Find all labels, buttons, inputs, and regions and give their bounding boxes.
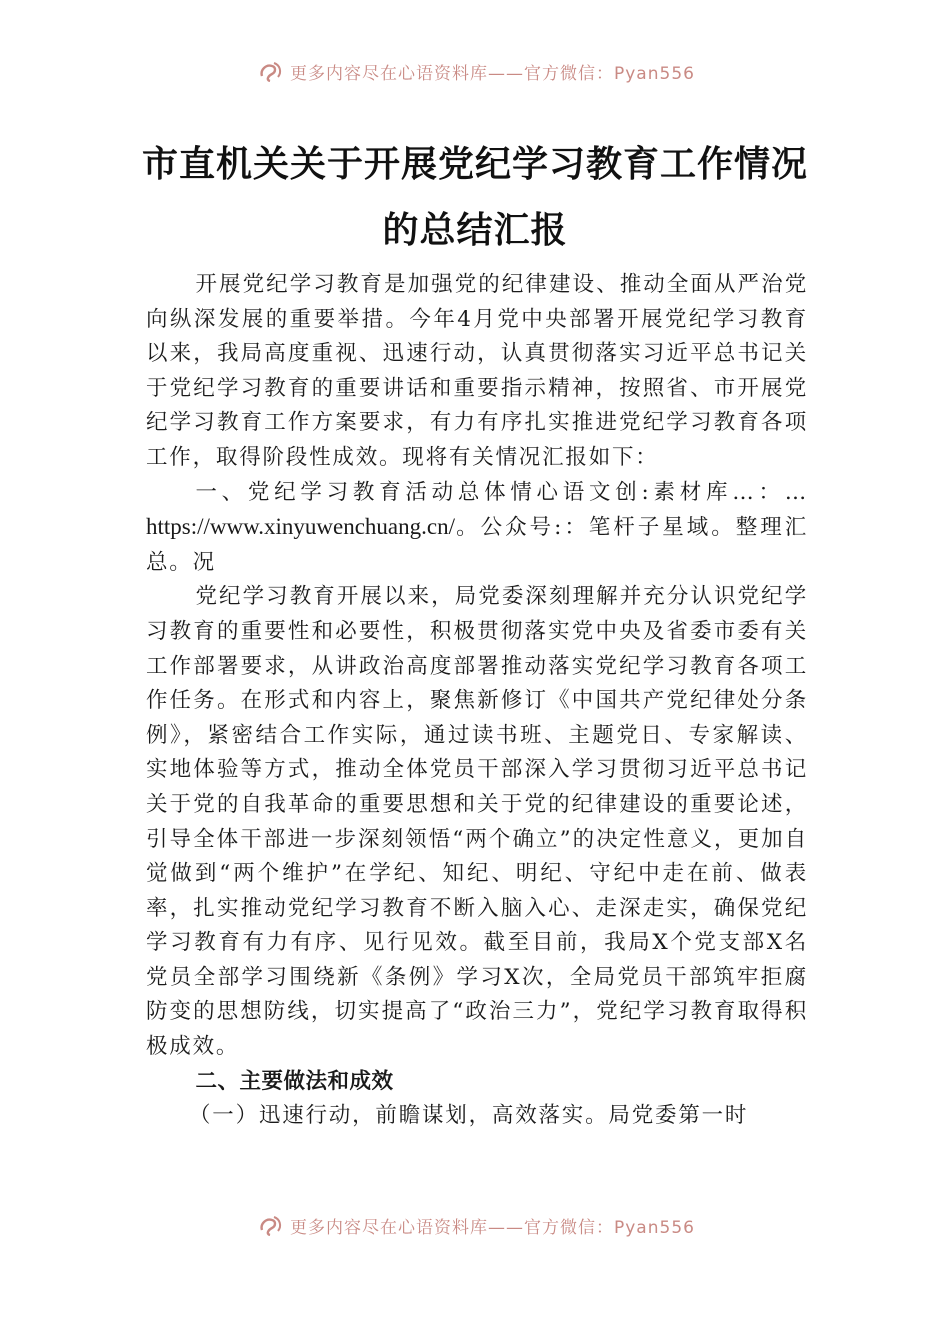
watermark-text: 更多内容尽在心语资料库——官方微信：Pyan556 <box>290 1217 695 1238</box>
watermark-text: 更多内容尽在心语资料库——官方微信：Pyan556 <box>290 63 695 84</box>
document-title-line-2: 的总结汇报 <box>382 209 568 251</box>
document-body <box>146 268 808 1134</box>
watermark-logo-icon <box>258 1214 284 1236</box>
paragraph-section-one-heading <box>146 476 808 581</box>
website-link[interactable]: https://www.xinyuwenchuang.cn/ <box>146 514 455 540</box>
section-one-text: 一、党纪学习教育活动总体情心语文创:素材库…：… <box>195 479 808 505</box>
paragraph-overall-situation: 党纪学习教育开展以来，局党委深刻理解并充分认识党纪学习教育的重要性和必要性，积极贯彻落实党中央及省委市委有关工作部署要求，从讲政治高度部署推动落实党纪学习教育各项工作任务。在形式和内容上，聚焦新修订《中国共产党纪律处分条例》，紧密结合工作实际，通过读书班、主题党日、专家解读、实地体验等方式，推动全体党员干部深入学习贯彻习近平总书记关于党的自我革命的重要思想和关于党的纪律建设的重要论述，引导全体干部进一步深刻领悟“两个确立”的决定性意义，更加自觉做到“两个维护”在学纪、知纪、明纪、守纪中走在前、做表率，扎实推动党纪学习教育不断入脑入心、走深走实，确保党纪学习教育有力有序、见行见效。截至目前，我局X个党支部X名党员全部学习围绕新《条例》学习X次，全局党员干部筑牢拒腐防变的思想防线，切实提高了“政治三力”，党纪学习教育取得积极成效。 <box>146 584 808 1060</box>
document-title-line-1: 市直机关关于开展党纪学习教育工作情况 <box>141 143 808 185</box>
section-two-heading: 二、主要做法和成效 <box>195 1068 394 1094</box>
section-one-tail: 。公众号:：笔杆子星域。整理汇总。况 <box>146 515 808 575</box>
watermark-logo-icon <box>258 60 284 82</box>
watermark-bottom <box>258 1212 738 1238</box>
watermark-top <box>258 58 738 84</box>
paragraph-subsection-one: （一）迅速行动，前瞻谋划，高效落实。局党委第一时 <box>189 1103 749 1129</box>
paragraph-intro: 开展党纪学习教育是加强党的纪律建设、推动全面从严治党向纵深发展的重要举措。今年4月党中央部署开展党纪学习教育以来，我局高度重视、迅速行动，认真贯彻落实习近平总书记关于党纪学习教育的重要讲话和重要指示精神，按照省、市开展党纪学习教育工作方案要求，有力有序扎实推进党纪学习教育各项工作，取得阶段性成效。现将有关情况汇报如下： <box>146 272 808 470</box>
